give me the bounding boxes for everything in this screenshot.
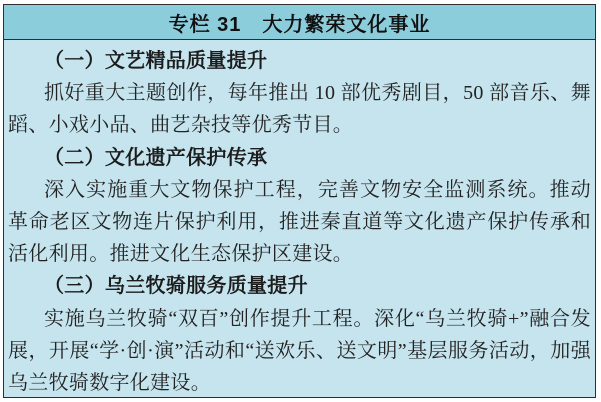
column-title: 专栏 31 大力繁荣文化事业 (168, 13, 431, 36)
column-box (3, 4, 596, 398)
column-box-header (4, 5, 595, 40)
section-3-paragraph: 实施乌兰牧骑“双百”创作提升工程。深化“乌兰牧骑+”融合发展，开展“学·创·演”活动和“送欢乐、送文明”基层服务活动，加强乌兰牧骑数字化建设。 (8, 307, 591, 395)
section-2-heading: （二）文化遗产保护传承 (44, 146, 268, 169)
section-3-heading: （三）乌兰牧骑服务质量提升 (44, 275, 308, 298)
section-1-paragraph: 抓好重大主题创作，每年推出 10 部优秀剧目，50 部音乐、舞蹈、小戏小品、曲艺杂技等优秀节目。 (8, 82, 591, 137)
section-1-heading: （一）文艺精品质量提升 (44, 50, 268, 72)
column-box-body (4, 40, 595, 397)
section-2-paragraph: 深入实施重大文物保护工程，完善文物安全监测系统。推动革命老区文物连片保护利用，推进秦直道等文化遗产保护传承和活化利用。推进文化生态保护区建设。 (8, 178, 591, 266)
